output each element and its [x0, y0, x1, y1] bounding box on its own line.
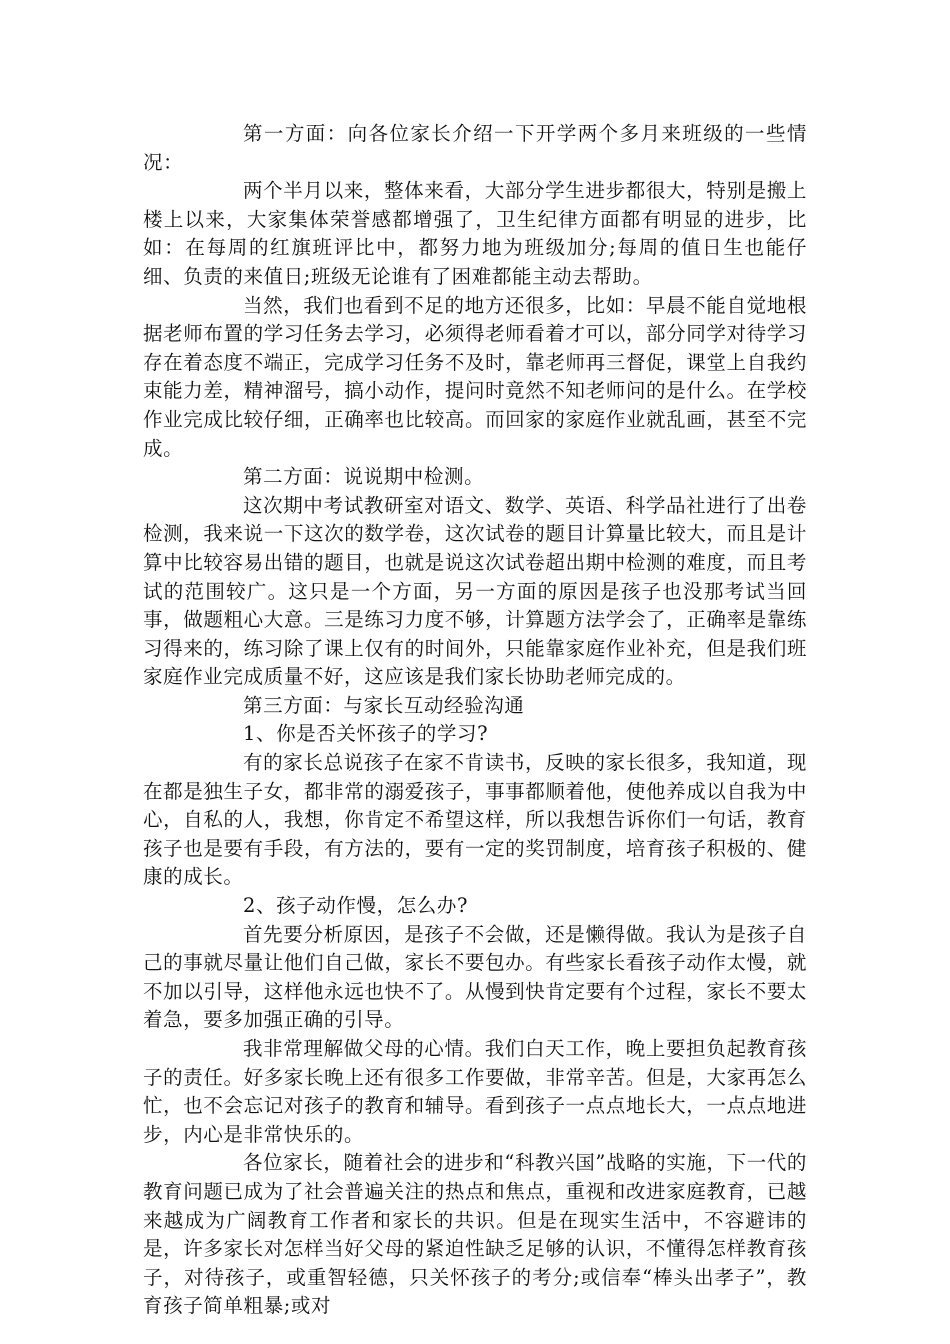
paragraph-answer-2: 首先要分析原因，是孩子不会做，还是懒得做。我认为是孩子自己的事就尽量让他们自己做，家长不要包办。有些家长看孩子动作太慢，就不加以引导，这样他永远也快不了。从慢到快肯定要有个过程，家长不要太着急，要多加强正确的引导。: [143, 922, 807, 1032]
paragraph-family-education: 各位家长，随着社会的进步和“科教兴国”战略的实施，下一代的教育问题已成为了社会普遍关注的热点和焦点，重视和改进家庭教育，已越来越成为广阔教育工作者和家长的共识。但是在现实生活中，不容避讳的是，许多家长对怎样当好父母的紧迫性缺乏足够的认识，不懂得怎样教育孩子，对待孩子，或重智轻德，只关怀孩子的考分;或信奉“棒头出孝子”，教育孩子简单粗暴;或对: [143, 1151, 807, 1318]
paragraph-exam-analysis: 这次期中考试教研室对语文、数学、英语、科学品社进行了出卷检测，我来说一下这次的数学卷，这次试卷的题目计算量比较大，而且是计算中比较容易出错的题目，也就是说这次试卷超出期中检测的难度，而且考试的范围较广。这只是一个方面，另一方面的原因是孩子也没那考试当回事，做题粗心大意。三是练习力度不够，计算题方法学会了，正确率是靠练习得来的，练习除了课上仅有的时间外，只能靠家庭作业补充，但是我们班家庭作业完成质量不好，这应该是我们家长协助老师完成的。: [143, 493, 807, 689]
paragraph-section-3-heading: 第三方面：与家长互动经验沟通: [243, 693, 525, 717]
document-body: [143, 120, 807, 1321]
paragraph-section-2-heading: 第二方面：说说期中检测。: [243, 465, 485, 489]
paragraph-section-1-heading: 第一方面：向各位家长介绍一下开学两个多月来班级的一些情况：: [143, 122, 807, 174]
paragraph-question-2: 2、孩子动作慢，怎么办?: [243, 894, 469, 918]
paragraph-progress: 两个半月以来，整体来看，大部分学生进步都很大，特别是搬上楼上以来，大家集体荣誉感都增强了，卫生纪律方面都有明显的进步，比如：在每周的红旗班评比中，都努力地为班级加分;每周的值日生也能仔细、负责的来值日;班级无论谁有了困难都能主动去帮助。: [143, 179, 807, 288]
paragraph-shortcomings: 当然，我们也看到不足的地方还很多，比如：早晨不能自觉地根据老师布置的学习任务去学习，必须得老师看着才可以，部分同学对待学习存在着态度不端正，完成学习任务不及时，靠老师再三督促，课堂上自我约束能力差，精神溜号，搞小动作，提问时竟然不知老师问的是什么。在学校作业完成比较仔细，正确率也比较高。而回家的家庭作业就乱画，甚至不完成。: [143, 293, 807, 460]
paragraph-answer-1: 有的家长总说孩子在家不肯读书，反映的家长很多，我知道，现在都是独生子女，都非常的溺爱孩子，事事都顺着他，使他养成以自我为中心，自私的人，我想，你肯定不希望这样，所以我想告诉你们一句话，教育孩子也是要有手段，有方法的，要有一定的奖罚制度，培育孩子积极的、健康的成长。: [143, 751, 807, 889]
paragraph-parents-understanding: 我非常理解做父母的心情。我们白天工作，晚上要担负起教育孩子的责任。好多家长晚上还有很多工作要做，非常辛苦。但是，大家再怎么忙，也不会忘记对孩子的教育和辅导。看到孩子一点点地长大，一点点地进步，内心是非常快乐的。: [143, 1037, 807, 1146]
paragraph-question-1: 1、你是否关怀孩子的学习?: [243, 722, 489, 746]
